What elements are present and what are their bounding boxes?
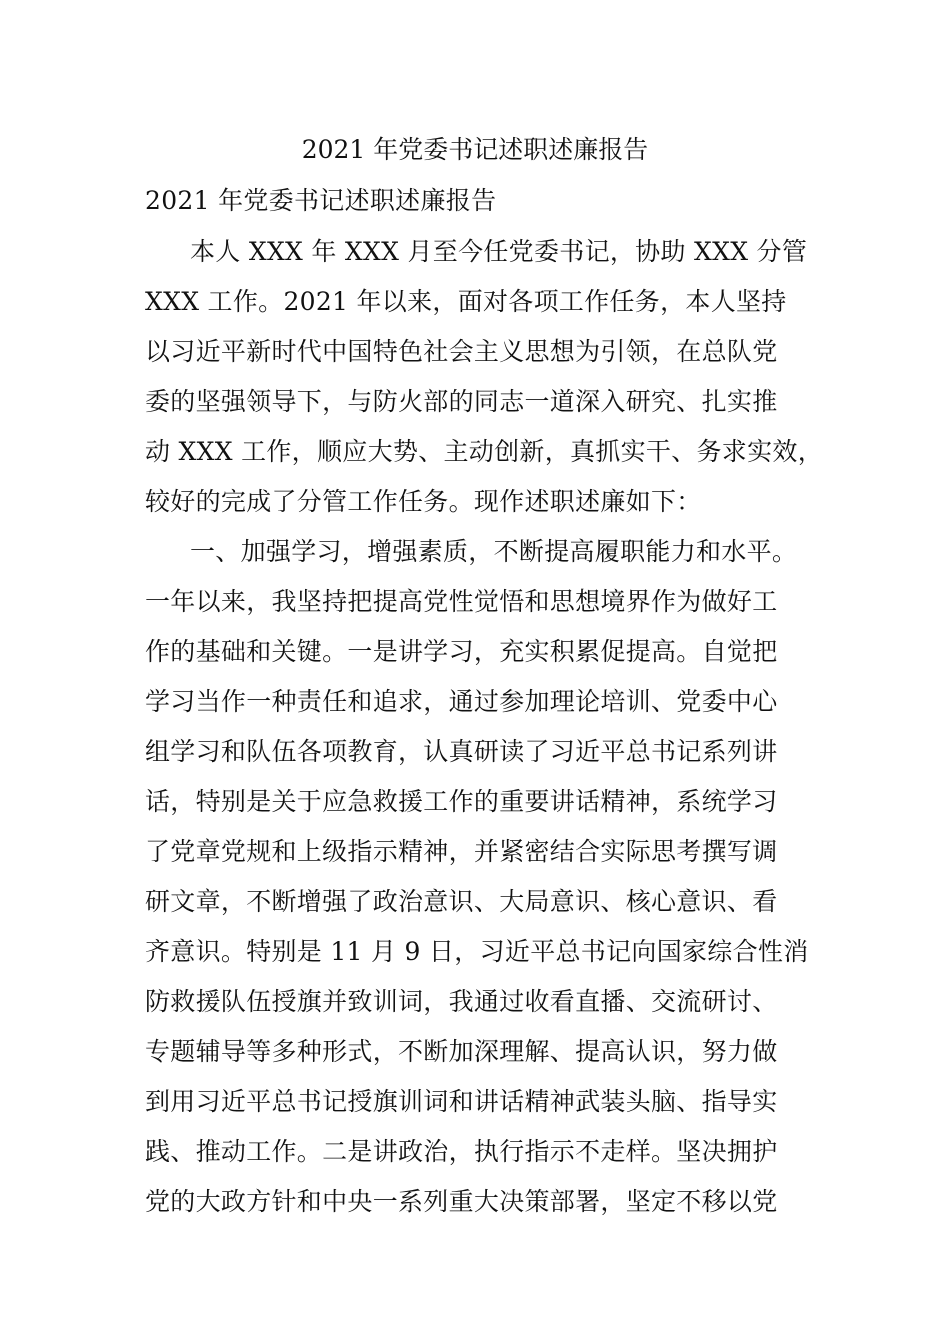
paragraph-line: 研文章，不断增强了政治意识、大局意识、核心意识、看: [145, 887, 778, 916]
paragraph-line: 了党章党规和上级指示精神，并紧密结合实际思考撰写调: [145, 837, 778, 866]
document-subtitle: 2021 年党委书记述职述廉报告: [145, 186, 497, 215]
paragraph-line: 组学习和队伍各项教育，认真研读了习近平总书记系列讲: [145, 737, 778, 766]
section-heading: 一、加强学习，增强素质，不断提高履职能力和水平。: [190, 537, 798, 566]
paragraph-line: XXX 工作。2021 年以来，面对各项工作任务，本人坚持: [145, 287, 787, 316]
paragraph-line: 一年以来，我坚持把提高党性觉悟和思想境界作为做好工: [145, 587, 778, 616]
paragraph-line: 践、推动工作。二是讲政治，执行指示不走样。坚决拥护: [145, 1137, 778, 1166]
document-title: 2021 年党委书记述职述廉报告: [301, 135, 649, 164]
paragraph-line: 防救援队伍授旗并致训词，我通过收看直播、交流研讨、: [145, 987, 778, 1016]
paragraph-line: 作的基础和关键。一是讲学习，充实积累促提高。自觉把: [145, 637, 778, 666]
paragraph-line: 到用习近平总书记授旗训词和讲话精神武装头脑、指导实: [145, 1087, 778, 1116]
paragraph-line: 党的大政方针和中央一系列重大决策部署，坚定不移以党: [145, 1187, 778, 1216]
paragraph-line: 较好的完成了分管工作任务。现作述职述廉如下：: [145, 487, 702, 516]
paragraph-line: 以习近平新时代中国特色社会主义思想为引领，在总队党: [145, 337, 778, 366]
paragraph-line: 齐意识。特别是 11 月 9 日，习近平总书记向国家综合性消: [145, 937, 809, 966]
paragraph-line: 学习当作一种责任和追求，通过参加理论培训、党委中心: [145, 687, 778, 716]
paragraph-line: 专题辅导等多种形式，不断加深理解、提高认识，努力做: [145, 1037, 778, 1066]
paragraph-line: 动 XXX 工作，顺应大势、主动创新，真抓实干、务求实效，: [145, 437, 823, 466]
paragraph-line: 本人 XXX 年 XXX 月至今任党委书记，协助 XXX 分管: [190, 237, 808, 266]
paragraph-line: 委的坚强领导下，与防火部的同志一道深入研究、扎实推: [145, 387, 778, 416]
paragraph-line: 话，特别是关于应急救援工作的重要讲话精神，系统学习: [145, 787, 778, 816]
